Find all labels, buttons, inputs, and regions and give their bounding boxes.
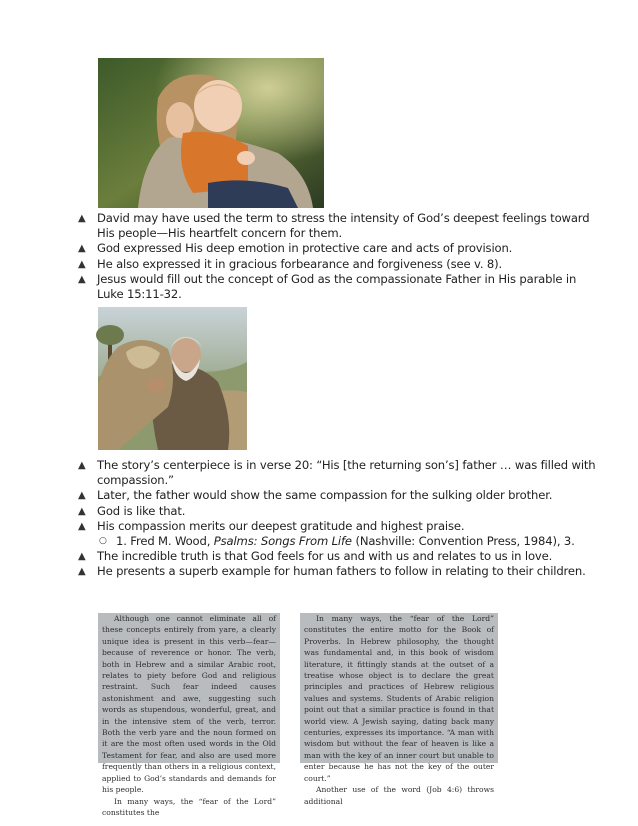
list-item: ▲ He also expressed it in gracious forbearance and forgiveness (see v. 8). [78,256,503,271]
bullet-list-bottom [78,458,598,580]
scan-paragraph: Although one cannot eliminate all of these concepts entirely from yare, a clearly unique idea is present in this verb—fear—because of reverence or honor. The verb, both in Hebrew and a similar Arabic root, relates to piety before God and religious restraint. Such fear indeed causes astonishment and awe, suggesting such words as stupendous, wonderful, great, and in the intensive stem of the verb, terror. Both the verb yare and the noun formed on it are the most often used words in the Old Testament for fear, and also are used more frequently than others in a religious context, applied to God’s standards and demands for his people. [102,614,276,795]
caret-bullet-icon: ▲ [78,505,86,517]
book-title: Psalms: Songs From Life [213,534,352,549]
scan-paragraph: In many ways, the “fear of the Lord” constitutes the [102,796,276,817]
caret-bullet-icon: ▲ [78,213,86,224]
caret-bullet-icon: ▲ [78,490,86,502]
caret-bullet-icon: ▲ [78,520,86,532]
footnote-item: ○ 1. Fred M. Wood, Psalms: Songs From Life (Nashville: Convention Press, 1984), 3. [99,534,575,549]
caret-bullet-icon: ▲ [78,551,86,563]
mother-holding-baby-photo [98,58,324,208]
scanned-excerpt-right [300,613,498,806]
bullet-list-top [78,211,598,302]
circle-bullet-icon: ○ [99,536,107,547]
list-item: ▲ God expressed His deep emotion in protective care and acts of provision. [78,241,513,256]
caret-bullet-icon: ▲ [78,243,86,255]
caret-bullet-icon: ▲ [78,460,86,471]
list-item: ▲ His compassion merits our deepest gratitude and highest praise. [78,518,465,533]
caret-bullet-icon: ▲ [78,273,86,285]
caret-bullet-icon: ▲ [78,566,86,578]
list-item: ▲ God is like that. [78,503,186,518]
list-item: ▲ The story’s centerpiece is in verse 20: “His [the returning son’s] father … was filled with compassion.” [78,458,596,488]
list-item: ▲ Jesus would fill out the concept of God as the compassionate Father in His parable in Luke 15:11-32. [78,271,577,302]
prodigal-son-embrace-painting [98,307,247,450]
scan-paragraph: In many ways, the “fear of the Lord” constitutes the entire motto for the Book of Proverbs. In Hebrew philosophy, the thought was fundamental and, in this book of wisdom literature, it fittingly stands at the outset of a treatise whose object is to declare the great principles and practices of Hebrew religious values and systems. Students of Arabic religion point out that a similar practice is found in that world view. A Jewish saying, dating back many centuries, expresses its importance. “A man with wisdom but without the fear of heaven is like a man with the key of an inner court but unable to enter because he has not the key of the outer court.” [304,614,494,783]
list-item: ▲ Later, the father would show the same compassion for the sulking older brother. [78,488,553,503]
list-item: ▲ The incredible truth is that God feels for us and with us and relates to us in love. [78,549,553,564]
scanned-excerpt-left [98,613,280,817]
list-item: ▲ He presents a superb example for human fathers to follow in relating to their children. [78,564,586,579]
scan-paragraph: Another use of the word (Job 4:6) throws additional [304,785,494,806]
caret-bullet-icon: ▲ [78,258,86,270]
list-item: ▲ David may have used the term to stress the intensity of God’s deepest feelings toward His people—His heartfelt concern for them. [78,211,590,241]
